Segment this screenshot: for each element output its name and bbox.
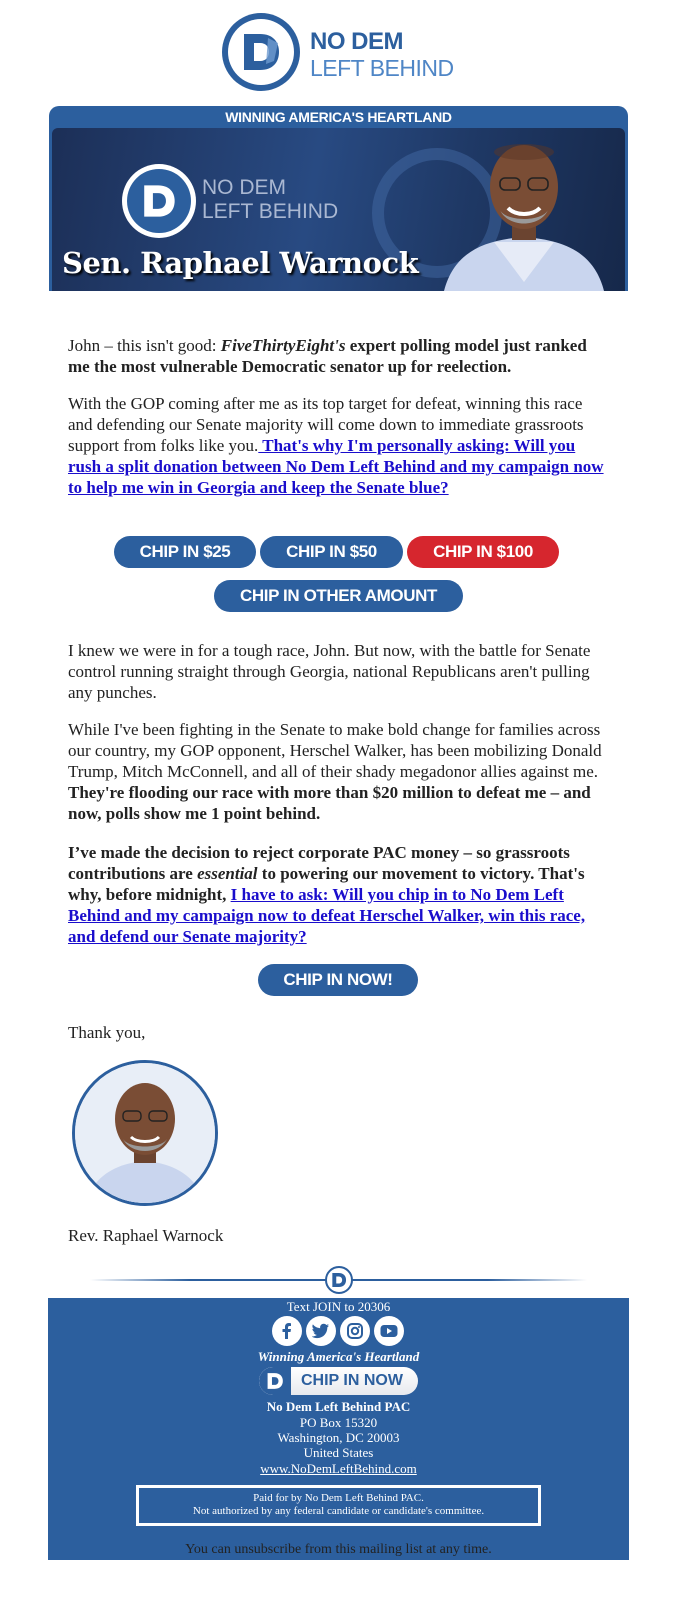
avatar-portrait [75,1063,215,1203]
footer-chip-label: CHIP IN NOW [301,1372,403,1389]
footer-tagline: Winning America's Heartland [257,1349,420,1364]
pac-bold2: to powering our movement to victory. That's why, before midnight, [68,864,585,904]
banner-tagline: WINNING AMERICA'S HEARTLAND [225,109,452,125]
paragraph-intro [68,335,608,377]
address-line1: PO Box 15320 [299,1415,378,1430]
intro-bold: expert polling model just ranked me the most vulnerable Democratic senator up for reelection. [68,336,587,376]
race-text: I knew we were in for a tough race, John. But now, with the battle for Senate control running straight through Georgia, national Republicans aren't pulling any punches. [68,641,591,702]
logo-mark [222,13,300,91]
facebook-icon[interactable] [272,1316,302,1346]
website-link-row [48,1461,629,1476]
paid-for-text: Paid for by No Dem Left Behind PAC. [253,1492,424,1504]
disclaimer-box [136,1485,541,1526]
website-link[interactable]: www.NoDemLeftBehind.com [260,1461,417,1476]
intro-source: FiveThirtyEight's [220,336,346,355]
logo-wordmark [310,29,454,81]
opponent-text: While I've been fighting in the Senate to make bold change for families across our country, my GOP opponent, Herschel Walker, has been mobilizing Donald Trump, Mitch McConnell, and all of their shady megadonor allies against me. [68,720,602,781]
avatar [72,1060,218,1206]
ask-donation-link[interactable]: That's why I'm personally asking: Will you rush a split donation between No Dem Left Behind and my campaign now to help me win in Georgia and keep the Senate blue? [68,436,604,497]
banner-name: Sen. Raphael Warnock [62,246,419,280]
signature: Rev. Raphael Warnock [68,1226,224,1245]
banner-logo-icon [122,164,196,238]
org-name: No Dem Left Behind PAC [266,1399,411,1414]
instagram-icon[interactable] [340,1316,370,1346]
d-logo-icon [238,29,284,75]
opponent-bold: They're flooding our race with more than $20 million to defeat me – and now, polls show me 1 point behind. [68,783,591,823]
paragraph-ask [68,393,608,498]
banner-image [52,128,625,291]
footer-chip-in-now-button[interactable] [259,1367,418,1395]
social-links [272,1316,404,1346]
header-logo[interactable] [222,13,472,93]
chip-in-100-button[interactable]: CHIP IN $100 [407,536,559,568]
pac-bold1: I’ve made the decision to reject corporate PAC money – so grassroots contributions are [68,843,570,883]
senator-portrait [424,132,624,291]
paragraph-opponent [68,719,608,824]
divider-logo-icon [325,1266,353,1294]
address-line2: Washington, DC 20003 [277,1430,400,1445]
chip-logo-icon [259,1367,291,1395]
chip-in-25-button[interactable]: CHIP IN $25 [114,536,256,568]
thanks-text: Thank you, [68,1023,146,1042]
banner-logo-text [202,176,338,224]
footer [48,1298,629,1560]
ask-text: With the GOP coming after me as its top target for defeat, winning this race and defending our Senate majority will come down to immediate grassroots support from folks like you. [68,394,584,455]
text-join: Text JOIN to 20306 [286,1299,391,1314]
hero-banner[interactable] [49,106,628,291]
chip-in-now-button[interactable]: CHIP IN NOW! [258,964,418,996]
banner-logo-line2: LEFT BEHIND [202,200,339,223]
pac-italic: essential [197,864,258,883]
logo-line1: NO DEM [310,28,403,55]
chip-in-50-button[interactable]: CHIP IN $50 [260,536,403,568]
paragraph-pac [68,842,608,947]
logo-line2: LEFT BEHIND [310,55,454,81]
paragraph-race [68,640,608,703]
chip-in-other-button[interactable]: CHIP IN OTHER AMOUNT [214,580,463,612]
address-country: United States [303,1445,374,1460]
pac-donation-link[interactable]: I have to ask: Will you chip in to No Dem Left Behind and my campaign now to defeat Herschel Walker, win this race, and defend our Senate majority? [68,885,586,946]
intro-greeting: John – this isn't good: [68,336,221,355]
twitter-icon[interactable] [306,1316,336,1346]
banner-logo-line1: NO DEM [202,176,286,199]
unsubscribe-text[interactable]: You can unsubscribe from this mailing list at any time. [185,1542,492,1557]
not-authorized-text: Not authorized by any federal candidate or candidate's committee. [192,1505,485,1517]
youtube-icon[interactable] [374,1316,404,1346]
